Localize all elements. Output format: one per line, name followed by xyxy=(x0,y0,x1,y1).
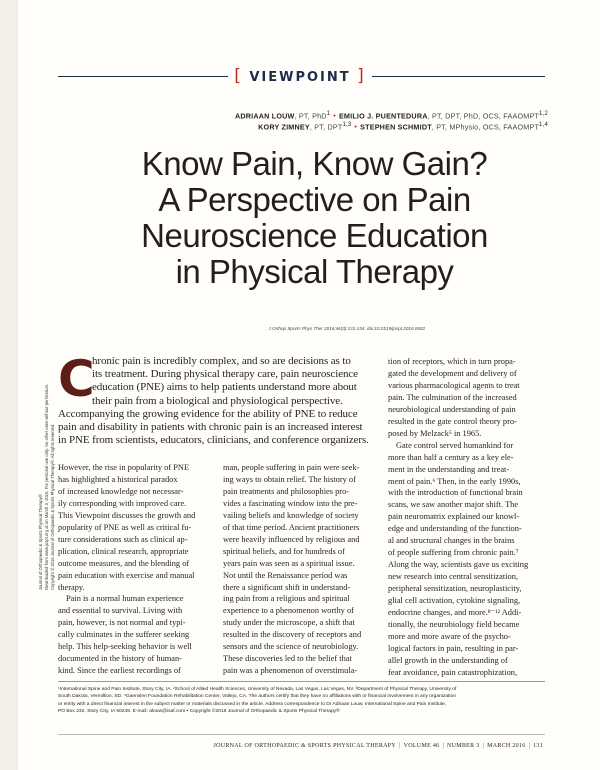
section-tag xyxy=(229,66,371,86)
footer-separator: | xyxy=(442,743,444,749)
author-degrees: , PT, DPT xyxy=(309,122,343,132)
lead-paragraph xyxy=(58,350,415,447)
footnote-divider xyxy=(58,681,545,682)
body-text-line: tionally, the neurobiology field became xyxy=(388,619,520,629)
title-line: Know Pain, Know Gain? xyxy=(141,145,488,182)
section-rule-left xyxy=(58,76,228,77)
lead-line: hronic pain is incredibly complex, and so are decisions as to xyxy=(92,355,351,367)
author-degrees: , PT, PhD xyxy=(294,111,327,121)
body-text-line: al and structural changes in the brains xyxy=(388,536,515,546)
footnote-line: ¹International Spine and Pain Institute, Story City, IA. ²School of Allied Health Sciences, University of Nevada, Las Vegas, Las Vegas, NV. ³Department of Physical Therapy, University of xyxy=(58,687,457,692)
body-text-line: vides a fascinating window into the pre- xyxy=(223,498,358,508)
body-text-line: peripheral sensitization, neuroplasticity, xyxy=(388,584,522,594)
body-text-line: and essential to survival. Living with xyxy=(58,606,183,616)
body-column-1 xyxy=(58,462,213,677)
lead-line: education (PNE) aims to help patients understand more about xyxy=(92,381,357,394)
body-text-line: edge and understanding of the function- xyxy=(388,524,522,534)
body-text-line: ing pain from a religious and spiritual xyxy=(223,594,350,604)
body-text-line: study under the microscope, a shift that xyxy=(223,618,355,628)
author-degrees: , PT, DPT, PhD, OCS, FAAOMPT xyxy=(427,111,540,121)
page-footer xyxy=(213,743,543,749)
author-affiliation: 1,2 xyxy=(539,111,548,117)
footer-date: MARCH 2016 xyxy=(487,743,526,749)
footer-journal: JOURNAL OF ORTHOPAEDIC & SPORTS PHYSICAL THERAPY xyxy=(213,743,397,749)
section-rule-right xyxy=(372,76,545,77)
body-text-line: of increased knowledge not necessar- xyxy=(58,486,184,496)
author-line-2 xyxy=(128,122,548,131)
lead-line: pain and disability in patients with chronic pain is an increased interest xyxy=(58,421,363,434)
body-text-line: ture considerations such as clinical ap- xyxy=(58,534,188,544)
footer-rule xyxy=(58,734,545,735)
body-text-line: more than half a century as a key ele- xyxy=(388,452,514,462)
lead-line: their pain from a biological and physiological perspective. xyxy=(92,394,343,407)
body-text-line: logical factors in pain, resulting in par- xyxy=(388,643,519,653)
author-affiliation: 1 xyxy=(326,111,331,117)
body-text-line: This Viewpoint discusses the growth and xyxy=(58,510,196,520)
body-column-2 xyxy=(223,462,378,677)
body-text-line: documented in the history of human- xyxy=(58,654,182,664)
body-text-line: cally culminates in the sufferer seeking xyxy=(58,630,190,640)
author-name: KORY ZIMNEY xyxy=(258,122,310,132)
page-edge-strip xyxy=(0,0,18,770)
body-text-line: Not until the Renaissance period was xyxy=(223,570,348,580)
title-line: Neuroscience Education xyxy=(141,217,488,254)
body-text-line: pain, however, is not normal and typi- xyxy=(58,618,186,628)
body-text-line: kind. Since the earliest recordings of xyxy=(58,666,181,676)
title-line: in Physical Therapy xyxy=(175,253,454,290)
author-name: STEPHEN SCHMIDT xyxy=(360,122,432,132)
body-text-line: posed by Melzack⁵ in 1965. xyxy=(388,428,482,438)
body-text-line: endocrine changes, and more.⁸⁻¹² Addi- xyxy=(388,608,522,618)
body-text-line: Gate control served humankind for xyxy=(396,440,514,450)
body-text-line: pain treatments and philosophies pro- xyxy=(223,486,350,496)
body-text-line: help. This help-seeking behavior is well xyxy=(58,642,192,652)
author-affiliation: 1,4 xyxy=(539,122,548,128)
author-separator: • xyxy=(354,122,358,132)
body-text-line: vailing beliefs and knowledge of society xyxy=(223,510,359,520)
body-text-line: allel growth in the understanding of xyxy=(388,655,508,665)
author-line-1 xyxy=(128,111,548,120)
body-text-line: pain neuromatrix explained our knowl- xyxy=(388,512,520,522)
author-affiliation: 1,3 xyxy=(342,122,352,128)
body-text-line: These discoveries led to the belief that xyxy=(223,654,352,664)
lead-line: its treatment. During physical therapy care, pain neuroscience xyxy=(92,368,358,381)
body-text-line: pain. The culmination of the increased xyxy=(388,392,517,402)
footer-separator: | xyxy=(528,743,531,749)
body-text-line: more and more aware of the psycho- xyxy=(388,631,511,641)
body-text-line: ing ways to obtain relief. The history of xyxy=(223,474,356,484)
body-text-line: However, the rise in popularity of PNE xyxy=(58,463,190,472)
footer-volume: VOLUME 46 xyxy=(403,743,440,749)
body-text-line: new research into central sensitization, xyxy=(388,572,518,582)
body-text-line: pain was a phenomenon of overstimula- xyxy=(223,666,358,676)
author-separator: • xyxy=(333,111,336,121)
body-text-line: gated the development and delivery of xyxy=(388,368,517,378)
footnote-line: or entity with a direct financial interest in the subject matter or materials discussed in the article. Address correspondence to Dr Adriaan Louw, International Spine and Pain Institute, xyxy=(58,701,447,707)
bracket-close: ] xyxy=(357,66,366,86)
author-degrees: , PT, MPhysio, OCS, FAAOMPT xyxy=(431,122,540,132)
drop-cap: C xyxy=(58,350,95,408)
lead-line: in PNE from scientists, educators, clinicians, and conference organizers. xyxy=(58,434,369,447)
body-text-line: there a significant shift in understand- xyxy=(223,582,351,592)
notice-line-copyright: Copyright © 2016 Journal of Orthopaedic & Sports Physical Therapy®. All rights reserved. xyxy=(49,423,55,590)
body-text-line: scans, we saw another major shift. The xyxy=(388,500,519,510)
citation-line: J Orthop Sports Phys Ther 2016;46(3):131-134. doi:10.2519/jospt.2016.0602 xyxy=(268,326,425,331)
footnote-line: South Dakota, Vermillion, SD. ⁴Gaenslen Foundation Rehabilitation Center, Vallejo, CA. The authors certify that they have no affiliations with or financial involvement in any organization xyxy=(58,694,456,700)
footer-number: NUMBER 3 xyxy=(446,743,480,749)
body-text-line: various pharmacological agents to treat xyxy=(388,380,520,390)
body-text-line: plication, clinical research, appropriate xyxy=(58,546,189,556)
footer-separator: | xyxy=(482,743,485,749)
body-text-line: neurobiological understanding of pain xyxy=(388,404,516,414)
body-text-line: fear avoidance, pain catastrophization, xyxy=(388,667,518,677)
footer-separator: | xyxy=(399,743,401,749)
body-text-line: popularity of PNE as well as critical fu- xyxy=(58,522,192,532)
body-column-3 xyxy=(388,356,546,679)
body-text-line: pain education with exercise and manual xyxy=(58,570,195,580)
body-text-line: glial cell activation, cytokine signaling, xyxy=(388,596,521,606)
title-line: A Perspective on Pain xyxy=(158,181,471,218)
author-name: EMILIO J. PUENTEDURA xyxy=(338,111,428,121)
section-label: VIEWPOINT xyxy=(249,70,351,85)
body-text-line: has highlighted a historical paradox xyxy=(58,474,178,484)
author-name: ADRIAAN LOUW xyxy=(235,111,295,121)
body-text-line: were heavily influenced by religious and xyxy=(223,534,360,544)
body-text-line: resulted in the discovery of receptors and xyxy=(223,630,362,640)
notice-line-journal: Journal of Orthopaedic & Sports Physical Therapy® xyxy=(38,494,43,590)
body-text-line: years pain was seen as a spiritual issue. xyxy=(223,558,355,568)
footnote-line: PO Box 232, Story City, IA 50248. E-mail: alouw@isaf.com • Copyright ©2016 Journal of Orthopaedic & Sports Physical Therapy® xyxy=(58,709,340,715)
notice-line-download: Downloaded from www.jospt.org at on March 3, 2016. For personal use only. No other uses without permission. xyxy=(43,383,49,590)
body-text-line: of people suffering from chronic pain.⁷ xyxy=(388,548,519,558)
body-text-line: of that time period. Ancient practitioners xyxy=(223,522,360,532)
body-text-line: outcome measures, and the blending of xyxy=(58,558,190,568)
body-text-line: experience to a phenomenon worthy of xyxy=(223,606,354,616)
body-text-line: tion of receptors, which in turn propa- xyxy=(388,357,516,366)
body-text-line: Along the way, scientists gave us exciting xyxy=(388,560,529,570)
body-text-line: spiritual beliefs, and for hundreds of xyxy=(223,546,345,556)
body-text-line: therapy. xyxy=(58,582,85,592)
body-text-line: sensors and the science of neurobiology. xyxy=(223,642,359,652)
body-text-line: Pain is a normal human experience xyxy=(66,594,184,604)
body-text-line: resulted in the gate control theory pro- xyxy=(388,416,517,426)
body-text-line: with the introduction of functional brain xyxy=(388,488,523,498)
bracket-open: [ xyxy=(234,66,243,86)
footnotes xyxy=(58,686,545,716)
body-text-line: ment of pain.⁶ Then, in the early 1990s, xyxy=(388,476,521,486)
article-title xyxy=(92,146,537,290)
body-text-line: man, people suffering in pain were seek- xyxy=(223,463,360,472)
body-text-line: ment in the understanding and treat- xyxy=(388,464,510,474)
footer-page-number: 131 xyxy=(533,743,543,749)
body-text-line: ily corresponding with improved care. xyxy=(58,498,187,508)
lead-line: Accompanying the growing evidence for the ability of PNE to reduce xyxy=(58,407,358,420)
